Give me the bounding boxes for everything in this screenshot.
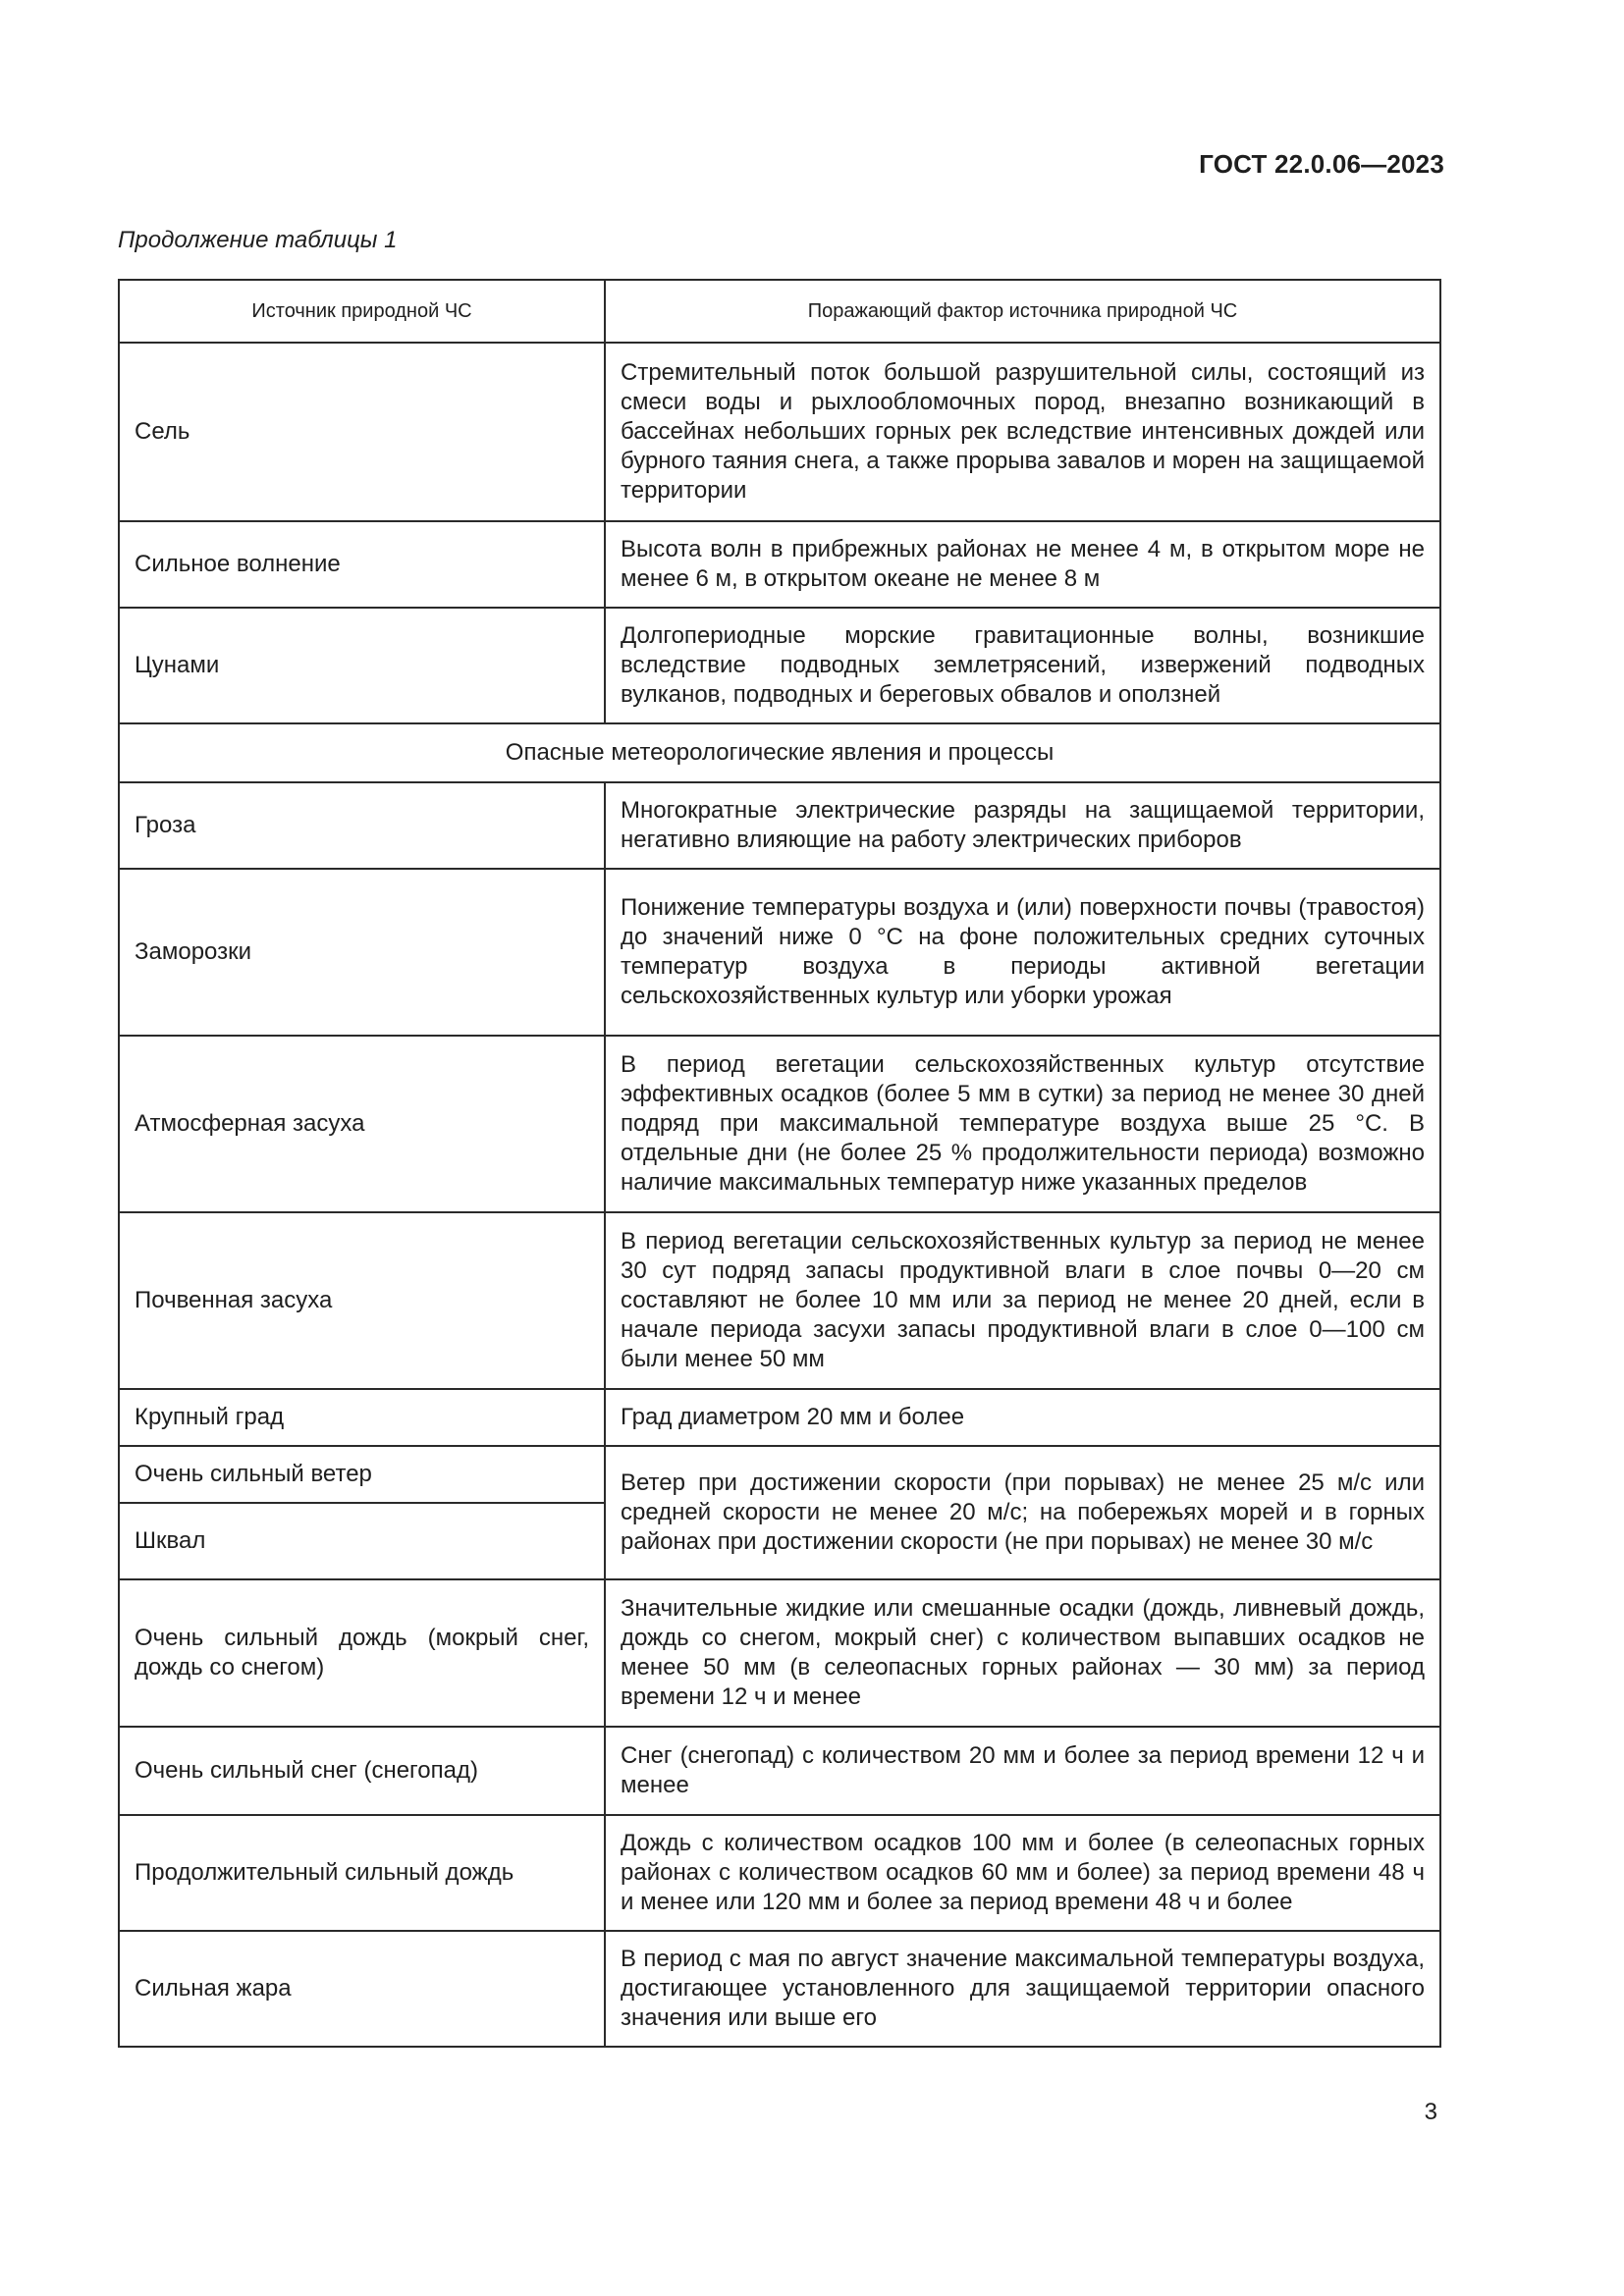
column-header-factor: Поражающий фактор источника природной ЧС: [605, 280, 1440, 343]
table-row: [119, 1815, 1440, 1931]
source-cell: Крупный град: [119, 1389, 605, 1446]
factor-cell: Значительные жидкие или смешанные осадки (дождь, ливневый дождь, дождь со снегом, мокрый снег) с количеством выпавших осадков не менее 50 мм (в селеопасных горных районах — 30 мм) за период времени 12 ч и менее: [605, 1579, 1440, 1727]
factor-cell: Стремительный поток большой разрушительной силы, состоящий из смеси воды и рыхлообломочных пород, внезапно возникающий в бассейнах небольших горных рек вследствие интенсивных дождей или бурного таяния снега, а также прорыва завалов и морен на защищаемой территории: [605, 343, 1440, 521]
document-code: ГОСТ 22.0.06—2023: [1199, 149, 1444, 179]
table-caption: Продолжение таблицы 1: [118, 227, 398, 253]
factor-cell: Многократные электрические разряды на защищаемой территории, негативно влияющие на работу электрических приборов: [605, 782, 1440, 869]
section-heading: Опасные метеорологические явления и процессы: [119, 723, 1440, 782]
table-row: [119, 608, 1440, 723]
table-row: [119, 1727, 1440, 1815]
factor-cell: Град диаметром 20 мм и более: [605, 1389, 1440, 1446]
factor-cell: Высота волн в прибрежных районах не менее 4 м, в открытом море не менее 6 м, в открытом океане не менее 8 м: [605, 521, 1440, 608]
source-cell: Гроза: [119, 782, 605, 869]
table-row: [119, 1446, 1440, 1503]
table-row: [119, 1579, 1440, 1727]
page-number: 3: [1424, 2099, 1437, 2125]
factor-cell: Понижение температуры воздуха и (или) поверхности почвы (травостоя) до значений ниже 0 °С на фоне положительных средних суточных температур воздуха в периоды активной вегетации сельскохозяйственных культур или уборки урожая: [605, 869, 1440, 1036]
source-cell: Сильная жара: [119, 1931, 605, 2047]
source-cell: Шквал: [119, 1503, 605, 1579]
factor-cell: В период вегетации сельскохозяйственных культур отсутствие эффективных осадков (более 5 мм в сутки) за период не менее 30 дней подряд при максимальной температуре воздуха выше 25 °С. В отдельные дни (не более 25 % продолжительности периода) возможно наличие максимальных температур ниже указанных пределов: [605, 1036, 1440, 1212]
source-cell: Заморозки: [119, 869, 605, 1036]
table-row: [119, 343, 1440, 521]
column-header-source: Источник природной ЧС: [119, 280, 605, 343]
table-header-row: [119, 280, 1440, 343]
source-cell: Цунами: [119, 608, 605, 723]
table-row: [119, 869, 1440, 1036]
source-cell: Очень сильный ветер: [119, 1446, 605, 1503]
factor-cell: В период вегетации сельскохозяйственных культур за период не менее 30 сут подряд запасы продуктивной влаги в слое почвы 0—20 см составляют не более 10 мм или за период не менее 20 дней, если в начале периода засухи запасы продуктивной влаги в слое 0—100 см были менее 50 мм: [605, 1212, 1440, 1389]
factor-cell: Ветер при достижении скорости (при порывах) не менее 25 м/с или средней скорости не менее 20 м/с; на побережьях морей и в горных районах при достижении скорости (не при порывах) не менее 30 м/с: [605, 1446, 1440, 1579]
table-row: [119, 782, 1440, 869]
table-row: [119, 1931, 1440, 2047]
table-row: [119, 1212, 1440, 1389]
source-cell: Сильное волнение: [119, 521, 605, 608]
table-row: [119, 521, 1440, 608]
source-cell: Атмосферная засуха: [119, 1036, 605, 1212]
section-row: [119, 723, 1440, 782]
factor-cell: Дождь с количеством осадков 100 мм и более (в селеопасных горных районах с количеством осадков 60 мм и более) за период времени 48 ч и менее или 120 мм и более за период времени 48 ч и более: [605, 1815, 1440, 1931]
source-cell: Сель: [119, 343, 605, 521]
factor-cell: Долгопериодные морские гравитационные волны, возникшие вследствие подводных землетрясений, извержений подводных вулканов, подводных и береговых обвалов и оползней: [605, 608, 1440, 723]
factor-cell: Снег (снегопад) с количеством 20 мм и более за период времени 12 ч и менее: [605, 1727, 1440, 1815]
factor-cell: В период с мая по август значение максимальной температуры воздуха, достигающее установленного для защищаемой территории опасного значения или выше его: [605, 1931, 1440, 2047]
hazard-table: [118, 279, 1441, 2048]
source-cell: Очень сильный дождь (мокрый снег, дождь со снегом): [119, 1579, 605, 1727]
table-row: [119, 1036, 1440, 1212]
source-cell: Почвенная засуха: [119, 1212, 605, 1389]
source-cell: Очень сильный снег (снегопад): [119, 1727, 605, 1815]
table-row: [119, 1389, 1440, 1446]
source-cell: Продолжительный сильный дождь: [119, 1815, 605, 1931]
